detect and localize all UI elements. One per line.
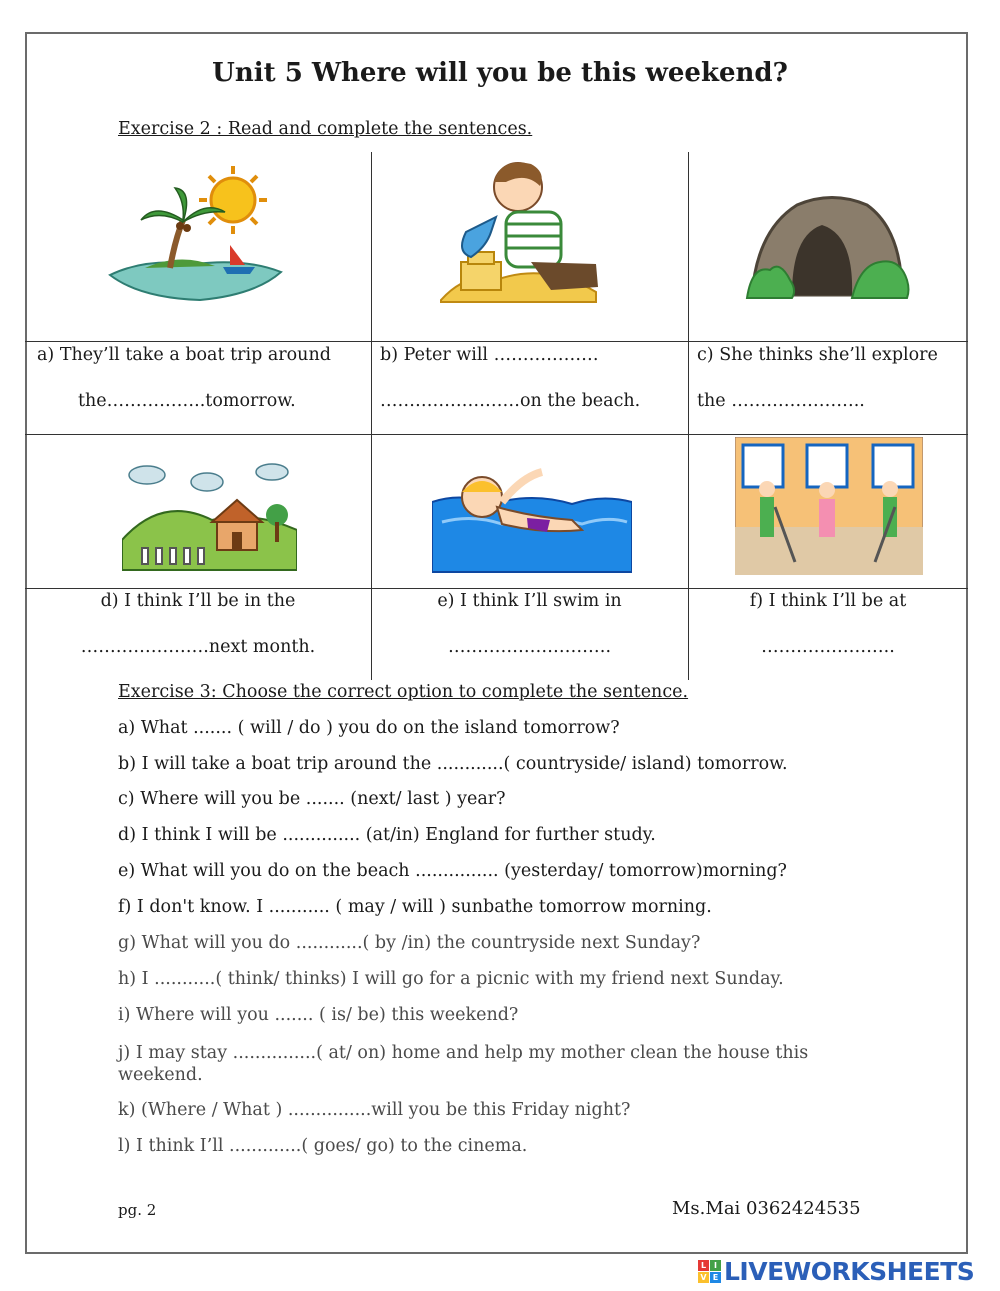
logo-mark [698,1260,721,1283]
island-icon [105,160,285,310]
page-title: Unit 5 Where will you be this weekend? [212,58,788,88]
logo-block: L [698,1260,709,1271]
logo-text: LIVEWORKSHEETS [724,1257,975,1286]
question-item: b) I will take a boat trip around the ............( countryside/ island) tomorrow. [118,754,788,774]
question-item: c) Where will you be ....... (next/ last ) year? [118,789,506,809]
caption-line: the ………………….. [697,391,865,411]
question-item: d) I think I will be .............. (at/in) England for further study. [118,825,656,845]
caption-line: e) I think I’ll swim in [437,591,622,611]
caption-line: b) Peter will ……………… [380,345,599,365]
caption-e [371,578,688,670]
caption-line: the……………..tomorrow. [78,391,296,411]
caption-d [25,578,371,670]
author-credit: Ms.Mai 0362424535 [672,1198,861,1219]
caption-line: ………………………. [447,637,612,657]
grid-divider [25,434,968,435]
question-item: g) What will you do ............( by /in) the countryside next Sunday? [118,933,701,953]
question-item: l) I think I’ll .............( goes/ go) to the cinema. [118,1136,528,1156]
sandcastle-icon [436,152,606,307]
caption-line: c) She thinks she’ll explore [697,345,938,365]
caption-c [697,332,962,424]
caption-b [380,332,680,424]
school-icon [735,437,923,575]
liveworksheets-logo [698,1257,974,1286]
question-item: k) (Where / What ) ...............will you be this Friday night? [118,1100,631,1120]
caption-a [37,332,362,424]
swimming-icon [432,452,632,577]
countryside-icon [122,460,297,572]
logo-block: V [698,1272,709,1283]
question-item: j) I may stay ...............( at/ on) home and help my mother clean the house this weekend. [118,1043,809,1085]
exercise2-heading: Exercise 2 : Read and complete the sentences. [118,119,533,139]
caption-line: d) I think I’ll be in the [100,591,296,611]
question-item: h) I ...........( think/ thinks) I will go for a picnic with my friend next Sunday. [118,969,784,989]
caption-f [688,578,968,670]
page-number: pg. 2 [118,1201,157,1219]
caption-line: ……………………on the beach. [380,391,641,411]
caption-line: ………………….next month. [80,637,316,657]
logo-block: E [710,1272,721,1283]
question-item: e) What will you do on the beach ............... (yesterday/ tomorrow)morning? [118,861,787,881]
caption-line: f) I think I’ll be at [749,591,907,611]
logo-block: I [710,1260,721,1271]
exercise3-heading: Exercise 3: Choose the correct option to complete the sentence. [118,682,689,702]
cave-icon [742,190,912,305]
question-item: f) I don't know. I ........... ( may / will ) sunbathe tomorrow morning. [118,897,712,917]
question-item: i) Where will you ....... ( is/ be) this weekend? [118,1005,519,1025]
caption-line: a) They’ll take a boat trip around [37,345,331,365]
question-item: a) What ....... ( will / do ) you do on the island tomorrow? [118,718,620,738]
caption-line: ………………….. [761,637,895,657]
